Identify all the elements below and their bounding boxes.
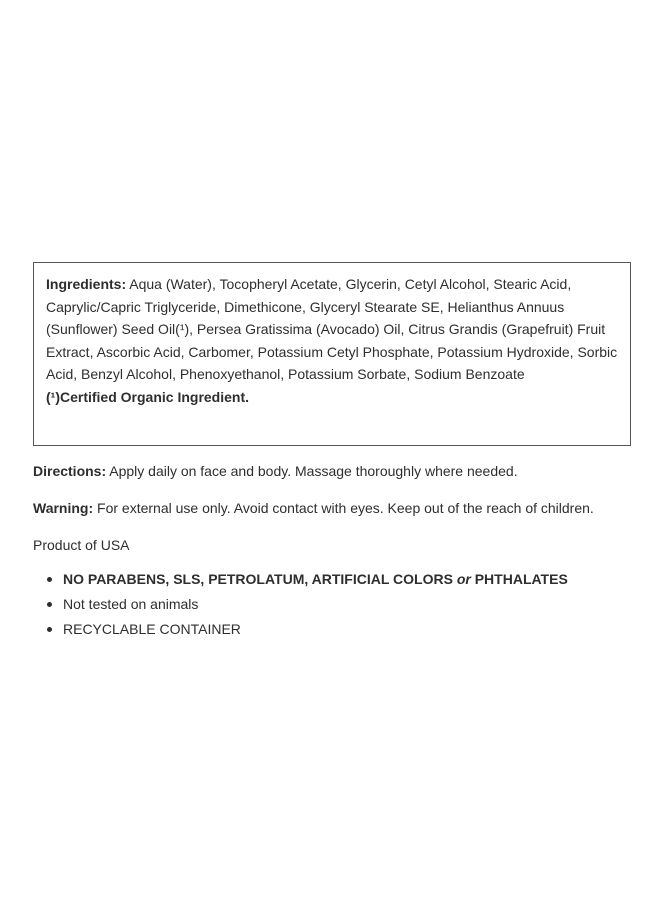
features-list — [33, 569, 568, 644]
feature-no-parabens-part3: PHTHALATES — [470, 571, 568, 587]
list-item — [63, 569, 568, 594]
warning-label: Warning: — [33, 500, 94, 516]
directions-label: Directions: — [33, 463, 107, 479]
warning-line — [33, 498, 594, 518]
ingredients-label: Ingredients: — [46, 276, 127, 292]
ingredients-paragraph — [46, 273, 618, 386]
feature-no-parabens-part1: NO PARABENS, SLS, PETROLATUM, ARTIFICIAL COLORS — [63, 571, 457, 587]
list-item: Not tested on animals — [63, 594, 568, 619]
directions-line — [33, 461, 518, 481]
ingredients-box — [33, 262, 631, 446]
directions-text: Apply daily on face and body. Massage thoroughly where needed. — [106, 463, 518, 479]
ingredients-text: Aqua (Water), Tocopheryl Acetate, Glycerin, Cetyl Alcohol, Stearic Acid, Caprylic/Capric Triglyceride, Dimethicone, Glyceryl Stearate SE, Helianthus Annuus (Sunflower) Seed Oil(¹), Persea Gratissima (Avocado) Oil, Citrus Grandis (Grapefruit) Fruit Extract, Ascorbic Acid, Carbomer, Potassium Cetyl Phosphate, Potassium Hydroxide, Sorbic Acid, Benzyl Alcohol, Phenoxyethanol, Potassium Sorbate, Sodium Benzoate — [46, 276, 618, 382]
feature-no-parabens-or: or — [456, 571, 471, 587]
certified-organic-note: (¹)Certified Organic Ingredient. — [46, 388, 250, 405]
warning-text: For external use only. Avoid contact with eyes. Keep out of the reach of children. — [93, 500, 594, 516]
product-origin: Product of USA — [33, 537, 130, 553]
list-item: RECYCLABLE CONTAINER — [63, 619, 568, 644]
